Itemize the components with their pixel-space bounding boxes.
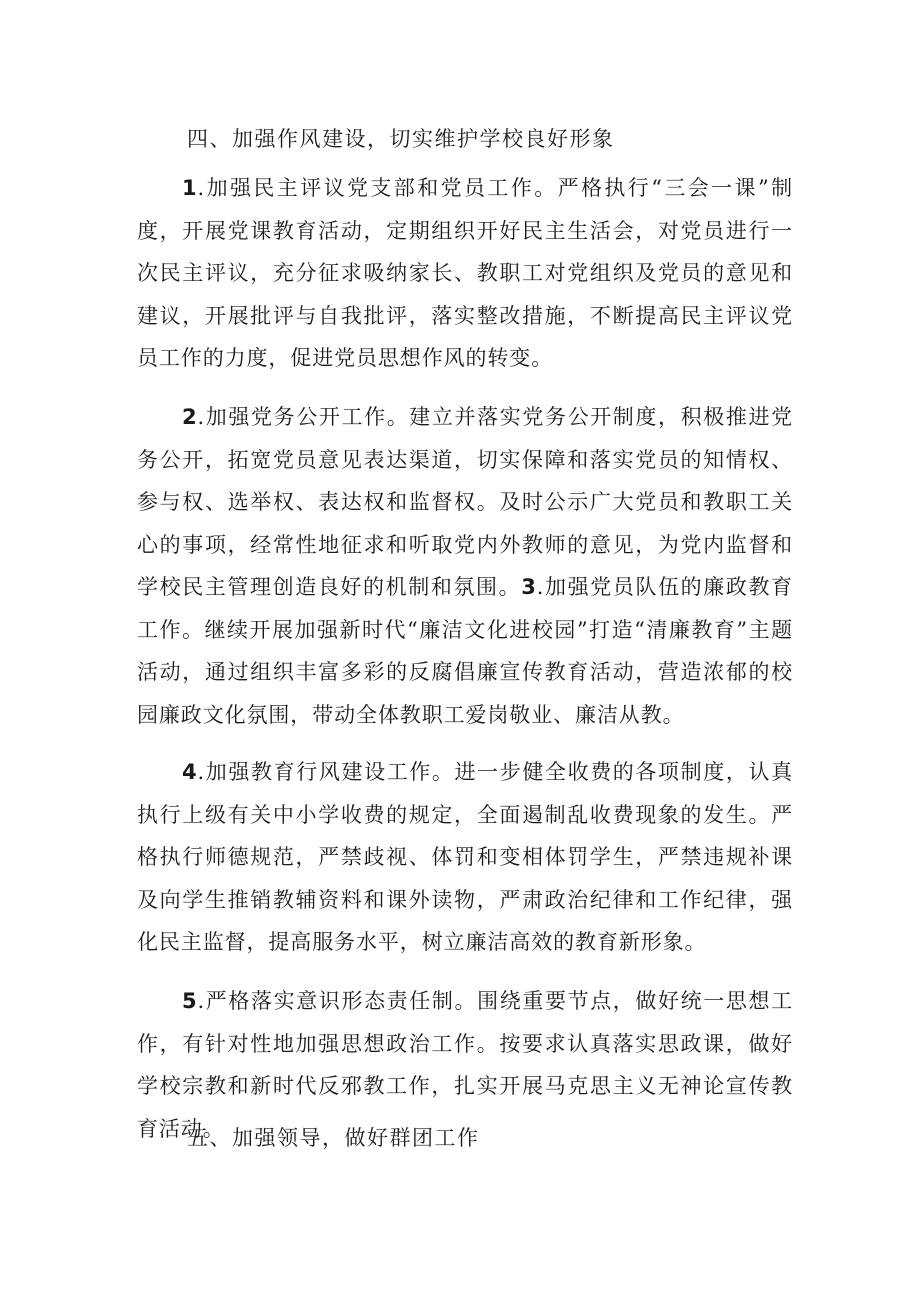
item-1-number: 1 bbox=[182, 176, 198, 200]
section-5-heading: 五、加强领导，做好群团工作 bbox=[187, 1126, 480, 1150]
item-5-number: 5 bbox=[182, 989, 198, 1013]
item-2-number: 2 bbox=[182, 405, 198, 429]
paragraph-item-1 bbox=[137, 167, 793, 380]
item-4-text: .加强教育行风建设工作。进一步健全收费的各项制度，认真执行上级有关中小学收费的规定，全面遏制乱收费现象的发生。严格执行师德规范，严禁歧视、体罚和变相体罚学生，严禁违规补课及向学生推销教辅资料和课外读物，严肃政治纪律和工作纪律，强化民主监督，提高服务水平，树立廉洁高效的教育新形象。 bbox=[137, 760, 793, 954]
item-2-text: .加强党务公开工作。建立并落实党务公开制度，积极推进党务公开，拓宽党员意见表达渠道，切实保障和落实党员的知情权、参与权、选举权、表达权和监督权。及时公示广大党员和教职工关心的事项，经常性地征求和听取党内外教师的意见，为党内监督和学校民主管理创造良好的机制和氛围。 bbox=[137, 405, 793, 599]
item-3-number: 3 bbox=[521, 575, 537, 599]
item-1-text: .加强民主评议党支部和党员工作。严格执行“三会一课”制度，开展党课教育活动，定期组织开好民主生活会，对党员进行一次民主评议，充分征求吸纳家长、教职工对党组织及党员的意见和建议，开展批评与自我批评，落实整改措施，不断提高民主评议党员工作的力度，促进党员思想作风的转变。 bbox=[137, 176, 793, 370]
item-5-text: .严格落实意识形态责任制。围绕重要节点，做好统一思想工作，有针对性地加强思想政治工作。按要求认真落实思政课，做好学校宗教和新时代反邪教工作，扎实开展马克思主义无神论宣传教育活动。 bbox=[137, 989, 793, 1141]
paragraph-item-2 bbox=[137, 396, 793, 736]
paragraph-item-4 bbox=[137, 751, 793, 964]
item-4-number: 4 bbox=[182, 760, 198, 784]
section-4-heading: 四、加强作风建设，切实维护学校良好形象 bbox=[187, 127, 615, 151]
item-3-text: .加强党员队伍的廉政教育工作。继续开展加强新时代“廉洁文化进校园”打造“清廉教育”主题活动，通过组织丰富多彩的反腐倡廉宣传教育活动，营造浓郁的校园廉政文化氛围，带动全体教职工爱岗敬业、廉洁从教。 bbox=[137, 575, 793, 727]
